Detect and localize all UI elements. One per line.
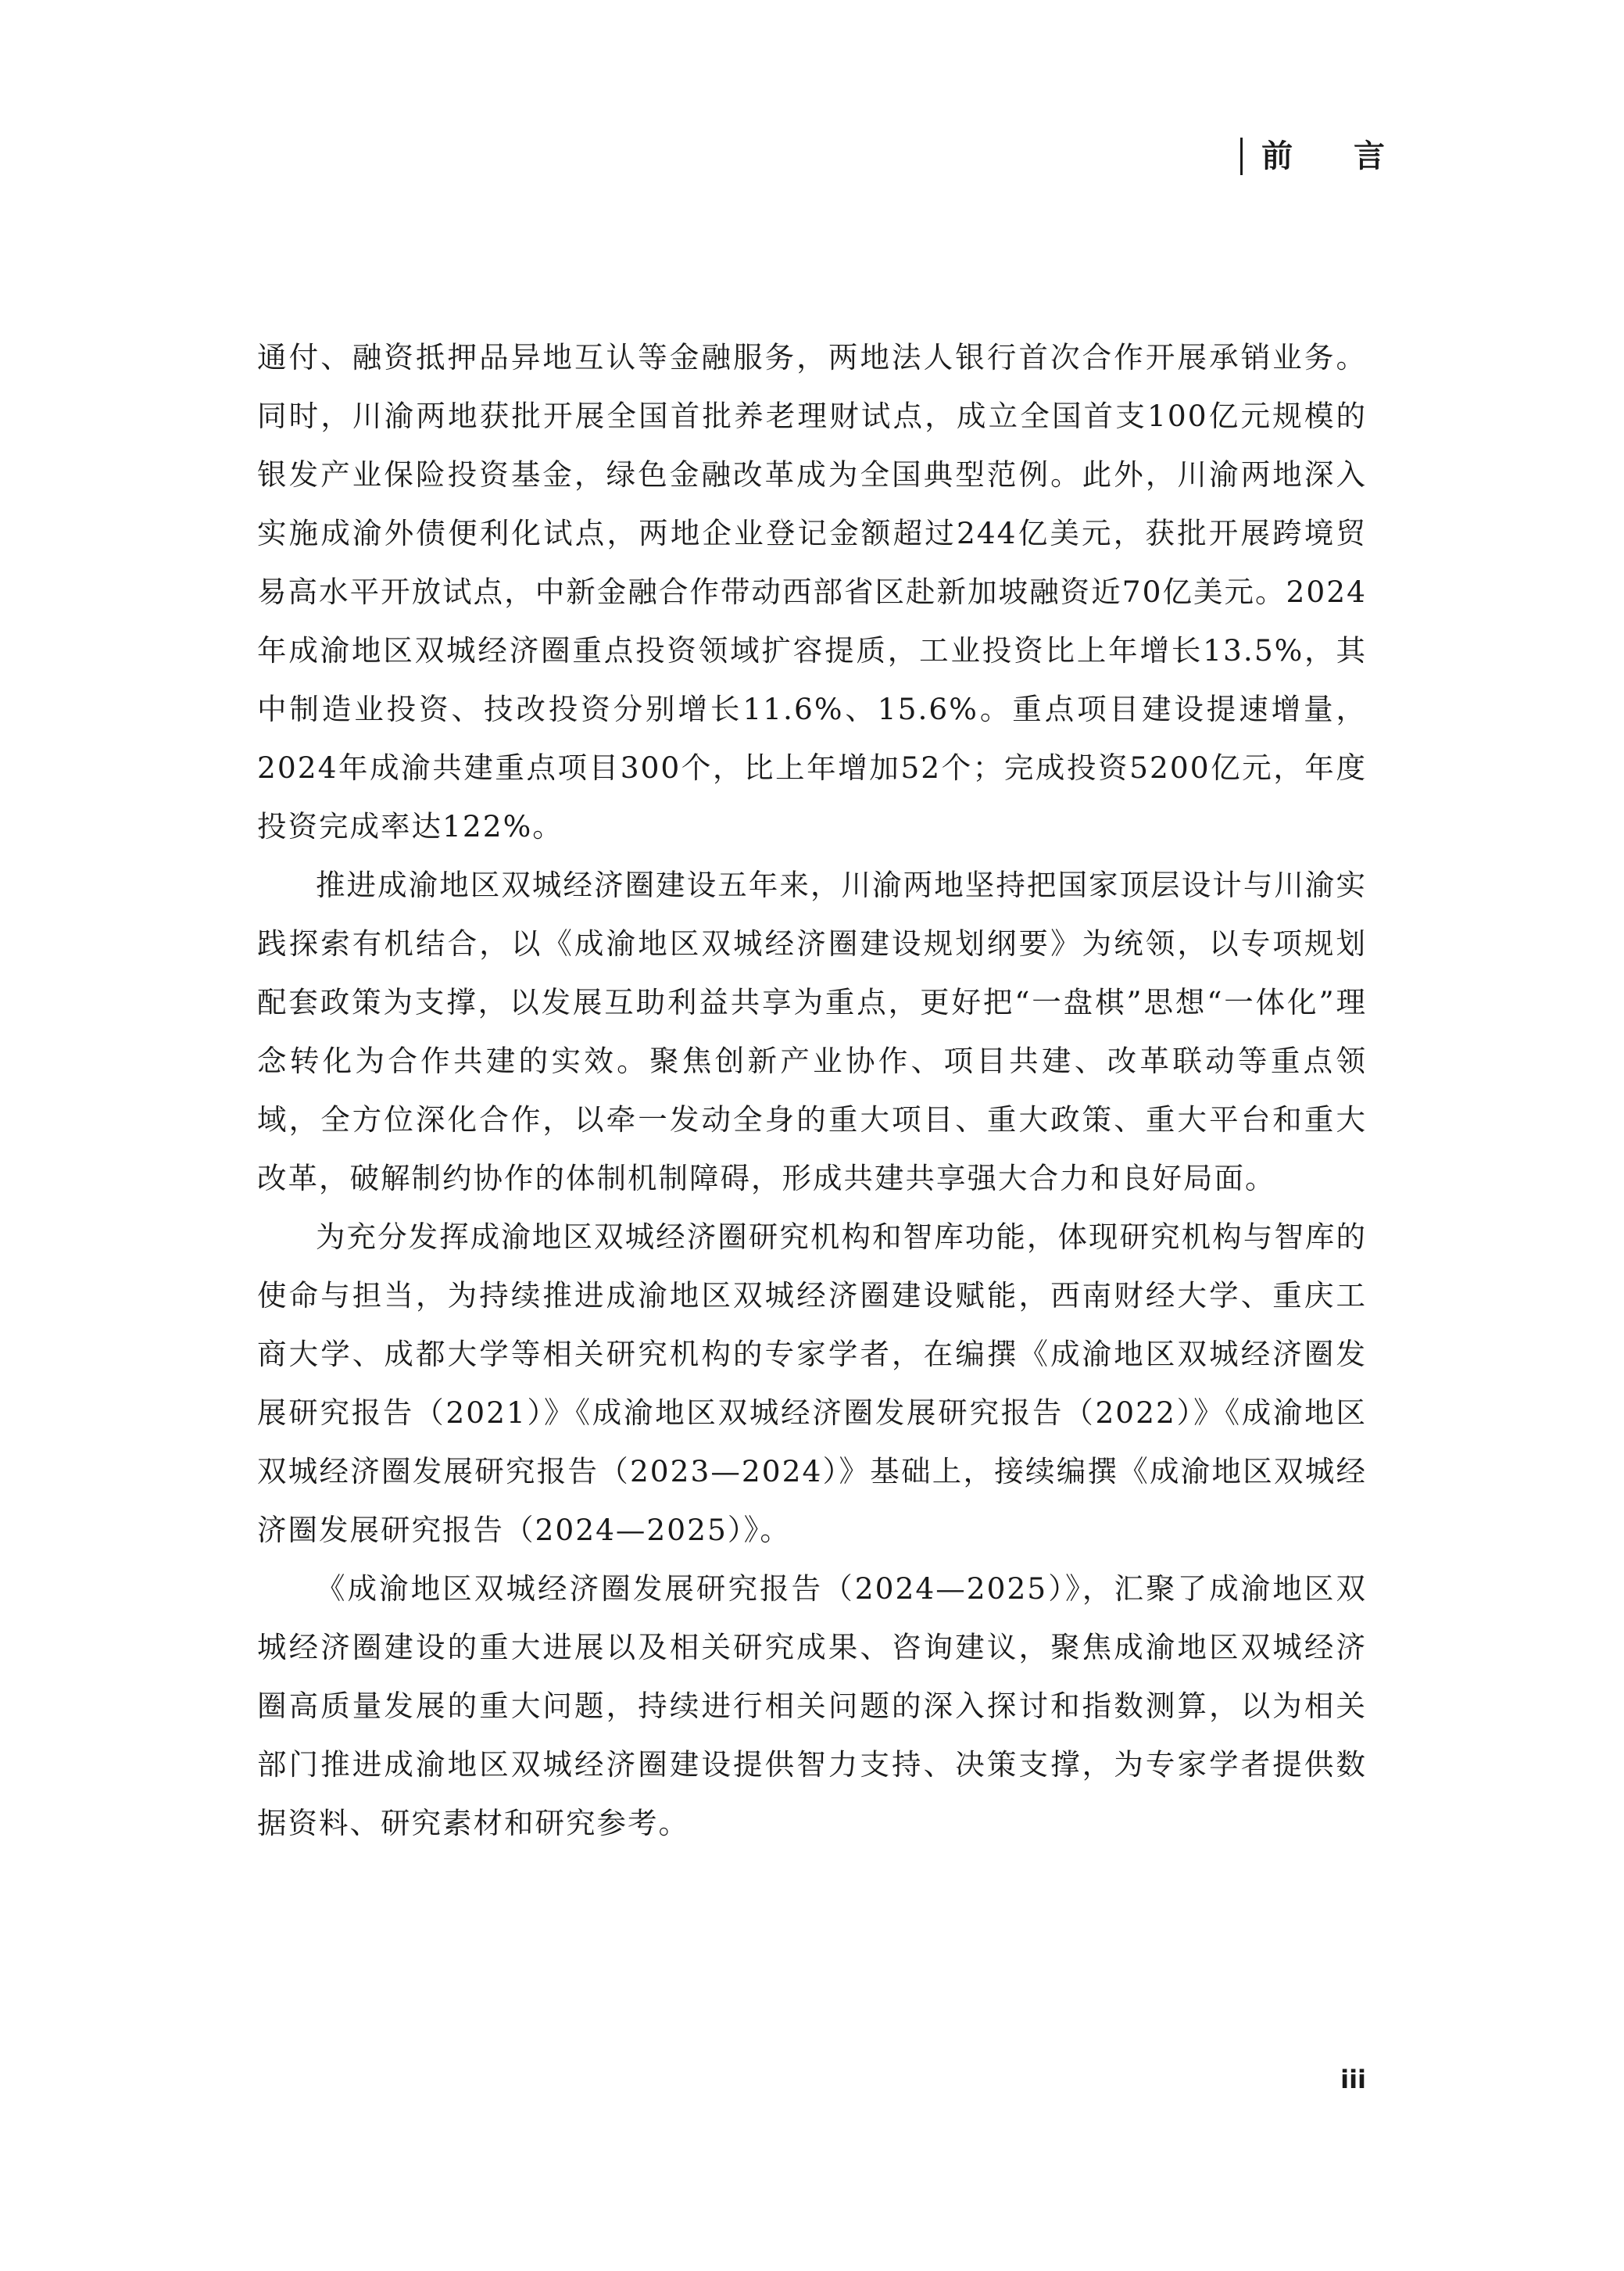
header-divider bbox=[1240, 138, 1243, 175]
main-text bbox=[257, 328, 1367, 1853]
paragraph-2: 推进成渝地区双城经济圈建设五年来，川渝两地坚持把国家顶层设计与川渝实践探索有机结合，以《成渝地区双城经济圈建设规划纲要》为统领，以专项规划配套政策为支撑，以发展互助利益共享为重点，更好把“一盘棋”思想“一体化”理念转化为合作共建的实效。聚焦创新产业协作、项目共建、改革联动等重点领域，全方位深化合作，以牵一发动全身的重大项目、重大政策、重大平台和重大改革，破解制约协作的体制机制障碍，形成共建共享强大合力和良好局面。 bbox=[257, 868, 1367, 1195]
paragraph-1: 通付、融资抵押品异地互认等金融服务，两地法人银行首次合作开展承销业务。同时，川渝两地获批开展全国首批养老理财试点，成立全国首支100亿元规模的银发产业保险投资基金，绿色金融改革成为全国典型范例。此外，川渝两地深入实施成渝外债便利化试点，两地企业登记金额超过244亿美元，获批开展跨境贸易高水平开放试点，中新金融合作带动西部省区赴新加坡融资近70亿美元。2024年成渝地区双城经济圈重点投资领域扩容提质，工业投资比上年增长13.5%，其中制造业投资、技改投资分别增长11.6%、15.6%。重点项目建设提速增量，2024年成渝共建重点项目300个，比上年增加52个；完成投资5200亿元，年度投资完成率达122%。 bbox=[257, 340, 1367, 844]
running-header bbox=[1240, 138, 1410, 175]
paragraph-4: 《成渝地区双城经济圈发展研究报告（2024—2025）》，汇聚了成渝地区双城经济圈建设的重大进展以及相关研究成果、咨询建议，聚焦成渝地区双城经济圈高质量发展的重大问题，持续进行相关问题的深入探讨和指数测算，以为相关部门推进成渝地区双城经济圈建设提供智力支持、决策支撑，为专家学者提供数据资料、研究素材和研究参考。 bbox=[257, 1571, 1367, 1840]
chapter-title: 前 言 bbox=[1261, 138, 1410, 174]
page-number: iii bbox=[1340, 2065, 1366, 2094]
paragraph-3: 为充分发挥成渝地区双城经济圈研究机构和智库功能，体现研究机构与智库的使命与担当，为持续推进成渝地区双城经济圈建设赋能，西南财经大学、重庆工商大学、成都大学等相关研究机构的专家学者，在编撰《成渝地区双城经济圈发展研究报告（2021）》《成渝地区双城经济圈发展研究报告（2022）》《成渝地区双城经济圈发展研究报告（2023—2024）》基础上，接续编撰《成渝地区双城经济圈发展研究报告（2024—2025）》。 bbox=[257, 1220, 1367, 1547]
